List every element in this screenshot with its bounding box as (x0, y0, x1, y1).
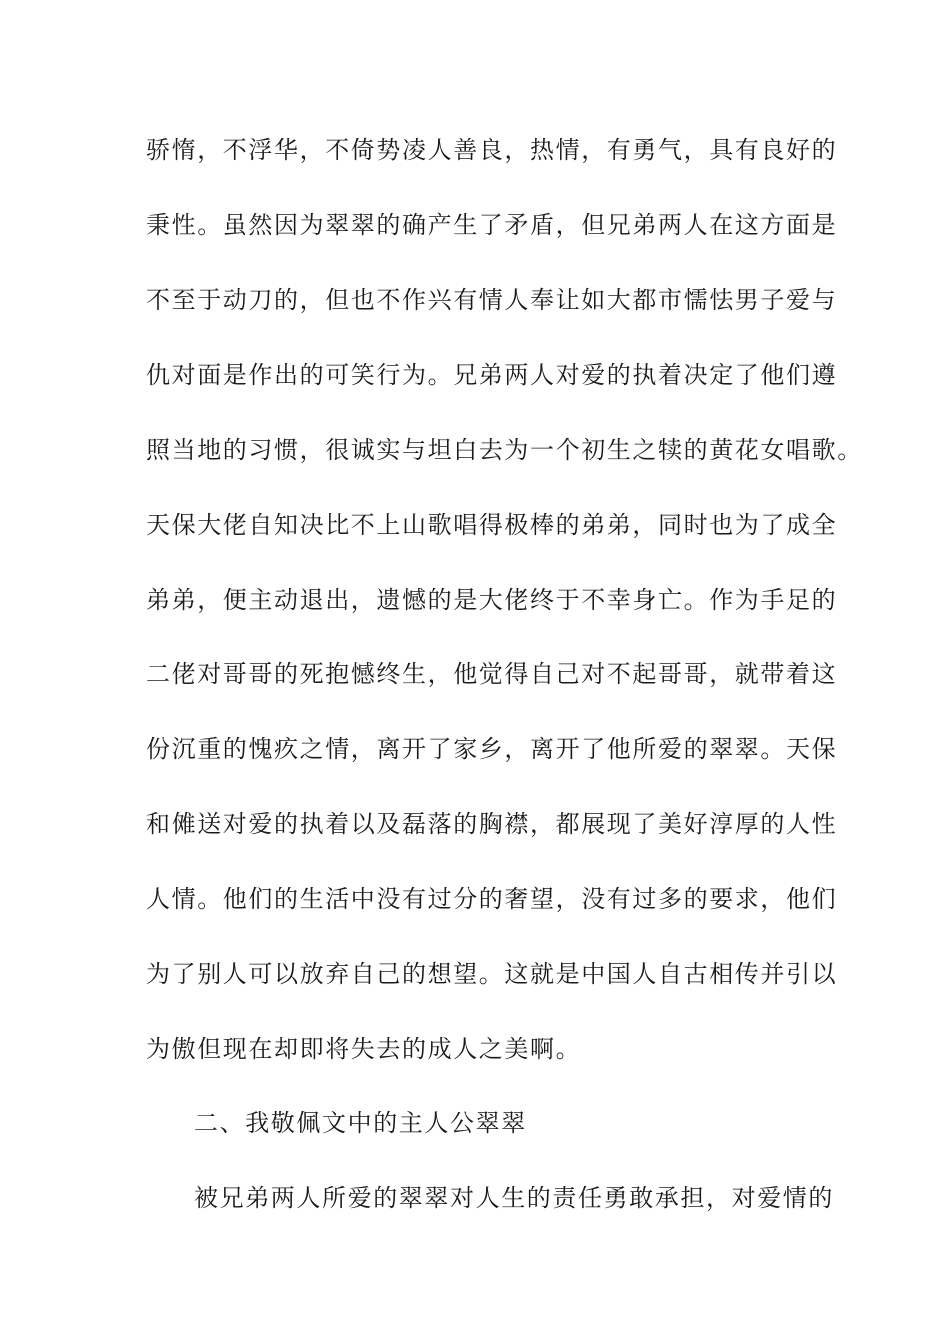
paragraph-line: 二佬对哥哥的死抱憾终生，他觉得自己对不起哥哥，就带着这 (146, 660, 838, 688)
paragraph-line: 被兄弟两人所爱的翠翠对人生的责任勇敢承担，对爱情的 (194, 1184, 834, 1212)
paragraph-line: 份沉重的愧疚之情，离开了家乡，离开了他所爱的翠翠。天保 (146, 735, 838, 763)
paragraph-line: 为傲但现在却即将失去的成人之美啊。 (146, 1035, 582, 1063)
paragraph-line: 弟弟，便主动退出，遗憾的是大佬终于不幸身亡。作为手足的 (146, 586, 838, 614)
paragraph-line: 骄惰，不浮华，不倚势凌人善良，热情，有勇气，具有良好的 (146, 136, 838, 164)
paragraph-line: 为了别人可以放弃自己的想望。这就是中国人自古相传并引以 (146, 960, 838, 988)
paragraph-line: 和傩送对爱的执着以及磊落的胸襟，都展现了美好淳厚的人性 (146, 810, 838, 838)
paragraph-line: 照当地的习惯，很诚实与坦白去为一个初生之犊的黄花女唱歌。 (146, 436, 863, 464)
paragraph-line: 人情。他们的生活中没有过分的奢望，没有过多的要求，他们 (146, 885, 838, 913)
section-heading: 二、我敬佩文中的主人公翠翠 (194, 1109, 527, 1137)
paragraph-line: 秉性。虽然因为翠翠的确产生了矛盾，但兄弟两人在这方面是 (146, 211, 838, 239)
paragraph-line: 仇对面是作出的可笑行为。兄弟两人对爱的执着决定了他们遵 (146, 361, 838, 389)
paragraph-line: 天保大佬自知决比不上山歌唱得极棒的弟弟，同时也为了成全 (146, 511, 838, 539)
paragraph-line: 不至于动刀的，但也不作兴有情人奉让如大都市懦怯男子爱与 (146, 286, 838, 314)
